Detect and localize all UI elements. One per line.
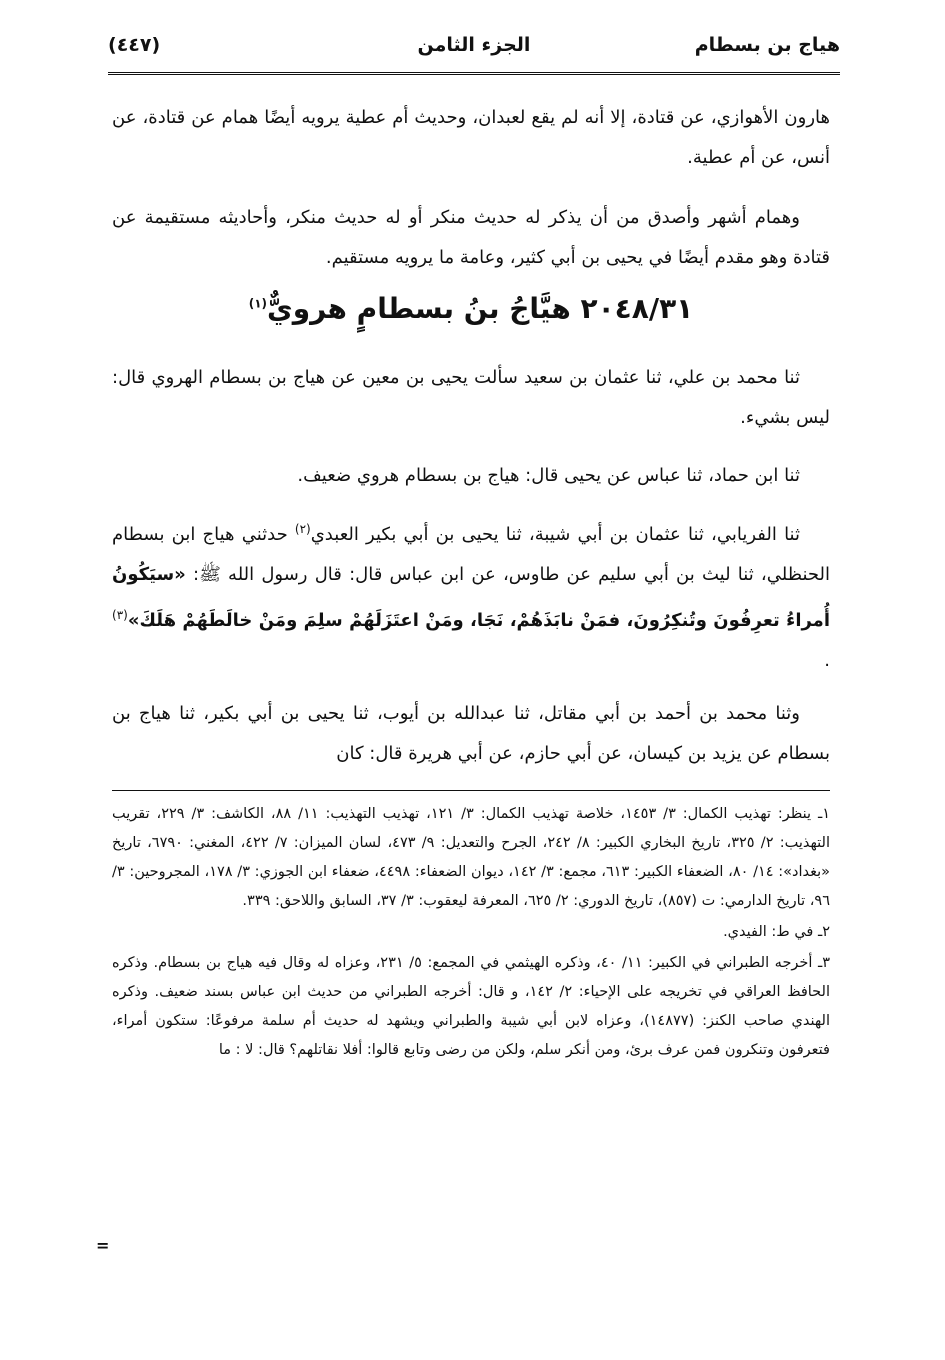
footnote-ref-3: (٣)	[112, 608, 128, 622]
paragraph-3: ثنا محمد بن علي، ثنا عثمان بن سعيد سألت يحيى بن معين عن هياج بن بسطام الهروي قال: ليس بشيء.	[112, 367, 830, 428]
entry-heading	[112, 292, 830, 325]
paragraph-2: وهمام أشهر وأصدق من أن يذكر له حديث منكر أو له حديث منكر، وأحاديثه مستقيمة عن قتادة وهو مقدم أيضًا في يحيى بن أبي كثير، وعامة ما يرويه مستقيم.	[112, 207, 830, 268]
paragraph-5: ثنا الفريابي، ثنا عثمان بن أبي شيبة، ثنا يحيى بن أبي بكير العبدي$^{(٢)}$ حدثني هياج ابن بسطام الحنظلي، ثنا ليث بن أبي سليم عن طاوس، عن ابن عباس قال: قال رسول الله ﷺ: «سيَكُونُ أُمراءُ تعرِفُونَ وتُنكِرُونَ، فمَنْ نابَذَهُمْ، نَجَا، ومَنْ اعتَزَلَهُمْ سلِمَ ومَنْ خالَطَهُمْ هَلَكَ»$^{(٣)}$ .	[112, 522, 830, 671]
footnotes	[112, 800, 830, 1067]
footnote-3: ٣ـ أخرجه الطبراني في الكبير: ١١/ ٤٠، وذكره الهيثمي في المجمع: ٥/ ٢٣١، وعزاه له وقال فيه هياج بن بسطام. وذكره الحافظ العراقي في تخريجه على الإحياء: ٢/ ١٤٢، و قال: أخرجه الطبراني من حديث ابن عباس بسند ضعيف. وذكره الهندي صاحب الكنز: (١٤٨٧٧)، وعزاه لابن أبي شيبة والطبراني ويشهد له حديث أم سلمة مرفوعًا: ستكون أمراء، فتعرفون وتنكرون فمن عرف برئ، ومن أنكر سلم، ولكن من رضى وتابع قالوا: أفلا نقاتلهم؟ قال: لا : ما	[112, 955, 831, 1058]
continuation-mark: =	[96, 1236, 110, 1255]
page-header	[108, 34, 840, 78]
running-title: هياج بن بسطام	[694, 34, 840, 56]
footnote-2: ٢ـ في ط: الفيدي.	[723, 924, 830, 940]
paragraph-5-part-a: ثنا الفريابي، ثنا عثمان بن أبي شيبة، ثنا يحيى بن أبي بكير العبدي	[310, 524, 800, 545]
footnote-1: ١ـ ينظر: تهذيب الكمال: ٣/ ١٤٥٣، خلاصة تهذيب الكمال: ٣/ ١٢١، تهذيب التهذيب: ١١/ ٨٨، الكاشف: ٣/ ٢٢٩، تقريب التهذيب: ٢/ ٣٢٥، تاريخ البخاري الكبير: ٨/ ٢٤٢، الجرح والتعديل: ٩/ ٤٧٣، لسان الميزان: ٧/ ٤٢٢، المغني: ٦٧٩٠، تاريخ «بغداد»: ١٤/ ٨٠، الضعفاء الكبير: ٦١٣، مجمع: ٣/ ١٤٢، ديوان الضعفاء: ٤٤٩٨، ضعفاء ابن الجوزي: ٣/ ١٧٨، المجروحين: ٣/ ٩٦، تاريخ الدارمي: ت (٨٥٧)، تاريخ الدوري: ٢/ ٦٢٥، المعرفة ليعقوب: ٣/ ٣٧، السابق واللاحق: ٣٣٩.	[112, 806, 831, 909]
paragraph-1: هارون الأهوازي، عن قتادة، إلا أنه لم يقع لعبدان، وحديث أم عطية يرويه أيضًا همام عن قتادة، عن أنس، عن أم عطية.	[112, 107, 830, 168]
entry-heading-text: ٢٠٤٨/٣١ هيَّاجُ بنُ بسطامٍ هرويٌّ	[267, 292, 694, 325]
paragraph-4: ثنا ابن حماد، ثنا عباس عن يحيى قال: هياج بن بسطام هروي ضعيف.	[297, 465, 800, 486]
header-divider	[108, 72, 840, 77]
page-number: (٤٤٧)	[108, 34, 161, 56]
volume-label: الجزء الثامن	[417, 34, 531, 56]
entry-footnote-ref: (١)	[248, 296, 268, 311]
paragraph-6: وثنا محمد بن أحمد بن أبي مقاتل، ثنا عبدالله بن أيوب، ثنا يحيى بن أبي بكير، ثنا هياج بن بسطام عن يزيد بن كيسان، عن أبي حازم، عن أبي هريرة قال: كان	[112, 703, 830, 764]
footnote-divider	[112, 790, 830, 791]
hadith-text: «سيَكُونُ أُمراءُ تعرِفُونَ وتُنكِرُونَ، فمَنْ نابَذَهُمْ، نَجَا، ومَنْ اعتَزَلَهُمْ سلِمَ ومَنْ خالَطَهُمْ هَلَكَ»	[112, 564, 830, 631]
footnote-ref-2: (٢)	[294, 522, 311, 536]
paragraph-5-part-b: حدثني هياج ابن بسطام الحنظلي، ثنا ليث بن أبي سليم عن طاوس، عن ابن عباس قال: قال رسول الله ﷺ:	[112, 524, 830, 585]
